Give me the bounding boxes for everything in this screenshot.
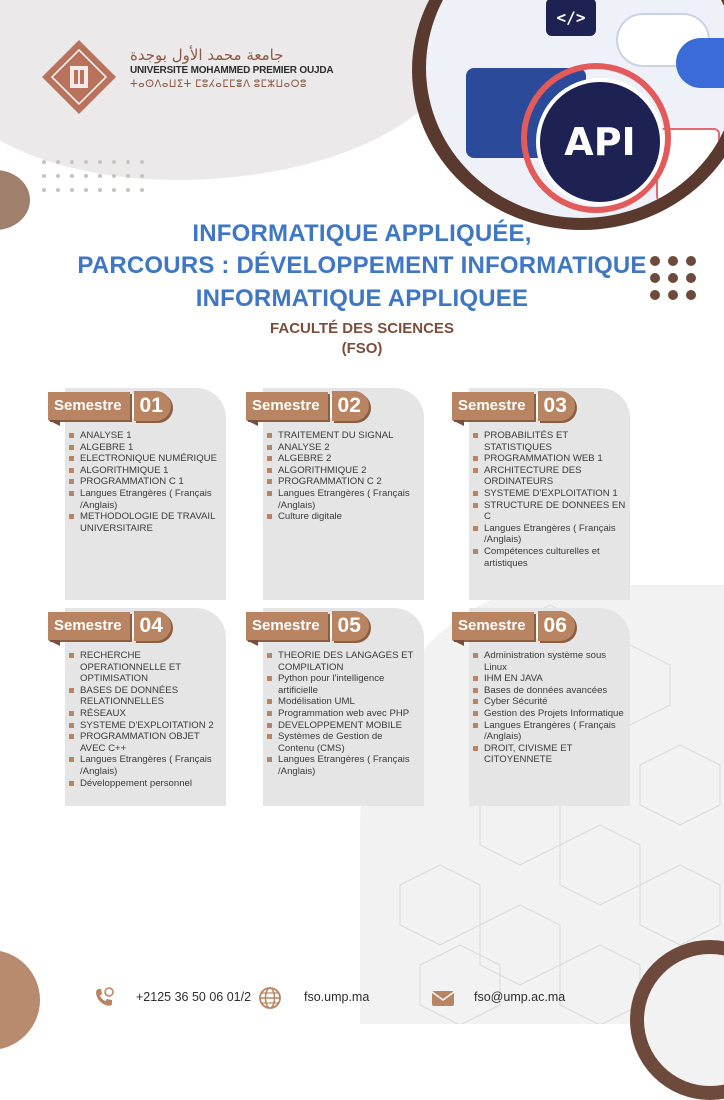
phone-number[interactable]: +2125 36 50 06 01/2 <box>136 990 252 1004</box>
program-title-line3: INFORMATIQUE APPLIQUEE <box>195 285 529 312</box>
course-list <box>68 650 223 789</box>
semester-header <box>246 610 369 642</box>
course-item: SYSTEME D'EXPLOITATION 2 <box>68 720 223 732</box>
course-item: Administration système sous Linux <box>472 650 627 673</box>
program-title-line2: PARCOURS : DÉVELOPPEMENT INFORMATIQUE <box>77 252 647 279</box>
course-item: Langues Etrangères ( Français /Anglais) <box>472 720 627 743</box>
course-item: PROGRAMMATION C 2 <box>266 476 421 488</box>
course-item: ALGORITHMIQUE 1 <box>68 465 223 477</box>
program-title-line1: INFORMATIQUE APPLIQUÉE, <box>192 220 532 247</box>
course-item: Bases de données avancées <box>472 685 627 697</box>
faculty-abbreviation: (FSO) <box>341 340 383 357</box>
semester-label: Semestre <box>48 612 130 640</box>
course-item: Cyber Sécurité <box>472 696 627 708</box>
phone-icon <box>92 986 116 1010</box>
university-logo <box>40 38 118 116</box>
cloud-icon-blue <box>676 38 724 88</box>
envelope-icon <box>430 986 456 1010</box>
semester-header <box>48 390 171 422</box>
decorative-circle-bottom-left <box>0 950 40 1050</box>
course-item: ALGEBRE 1 <box>68 442 223 454</box>
course-list <box>68 430 223 534</box>
course-item: Programmation web avec PHP <box>266 708 421 720</box>
semester-header <box>48 610 171 642</box>
course-item: STRUCTURE DE DONNEES EN C <box>472 500 627 523</box>
course-item: Compétences culturelles et artistiques <box>472 546 627 569</box>
course-item: Modélisation UML <box>266 696 421 708</box>
course-item: Culture digitale <box>266 511 421 523</box>
course-item: DROIT, CIVISME ET CITOYENNETE <box>472 743 627 766</box>
course-item: ANALYSE 1 <box>68 430 223 442</box>
globe-icon <box>258 986 282 1010</box>
course-item: SYSTEME D'EXPLOITATION 1 <box>472 488 627 500</box>
course-item: PROGRAMMATION OBJET AVEC C++ <box>68 731 223 754</box>
semester-number: 05 <box>332 611 369 641</box>
course-item: ANALYSE 2 <box>266 442 421 454</box>
university-name-arabic: جامعة محمد الأول بوجدة <box>130 46 284 64</box>
course-item: ELECTRONIQUE NUMÉRIQUE <box>68 453 223 465</box>
course-item: Langues Etrangères ( Français /Anglais) <box>68 754 223 777</box>
course-list <box>266 430 421 523</box>
course-item: Gestion des Projets Informatique <box>472 708 627 720</box>
course-item: DEVELOPPEMENT MOBILE <box>266 720 421 732</box>
dot-grid-left <box>42 160 144 192</box>
course-item: ALGORITHMIQUE 2 <box>266 465 421 477</box>
course-item: Systèmes de Gestion de Contenu (CMS) <box>266 731 421 754</box>
course-item: Langues Etrangères ( Français /Anglais) <box>266 754 421 777</box>
semester-label: Semestre <box>246 392 328 420</box>
api-illustration <box>412 0 724 230</box>
faculty-name: FACULTÉ DES SCIENCES <box>270 320 454 337</box>
course-list <box>472 650 627 766</box>
course-item: PROGRAMMATION WEB 1 <box>472 453 627 465</box>
semester-header <box>452 390 575 422</box>
course-item: IHM EN JAVA <box>472 673 627 685</box>
semester-number: 01 <box>134 391 171 421</box>
course-item: METHODOLOGIE DE TRAVAIL UNIVERSITAIRE <box>68 511 223 534</box>
semester-header <box>452 610 575 642</box>
course-item: Développement personnel <box>68 778 223 790</box>
course-item: Langues Etrangères ( Français /Anglais) <box>68 488 223 511</box>
course-item: THEORIE DES LANGAGES ET COMPILATION <box>266 650 421 673</box>
email-link[interactable]: fso@ump.ac.ma <box>474 990 566 1004</box>
semester-number: 04 <box>134 611 171 641</box>
course-item: ARCHITECTURE DES ORDINATEURS <box>472 465 627 488</box>
code-icon: </> <box>546 0 596 36</box>
semester-number: 03 <box>538 391 575 421</box>
course-item: PROGRAMMATION C 1 <box>68 476 223 488</box>
semester-number: 06 <box>538 611 575 641</box>
semester-label: Semestre <box>452 612 534 640</box>
api-badge: API <box>536 78 664 206</box>
semester-header <box>246 390 369 422</box>
course-item: RECHERCHE OPERATIONNELLE ET OPTIMISATION <box>68 650 223 685</box>
semester-number: 02 <box>332 391 369 421</box>
semester-label: Semestre <box>452 392 534 420</box>
course-item: Langues Etrangères ( Français /Anglais) <box>472 523 627 546</box>
course-list <box>472 430 627 569</box>
course-item: Python pour l'intelligence artificielle <box>266 673 421 696</box>
course-item: TRAITEMENT DU SIGNAL <box>266 430 421 442</box>
course-item: BASES DE DONNÉES RELATIONNELLES <box>68 685 223 708</box>
course-list <box>266 650 421 778</box>
semester-label: Semestre <box>48 392 130 420</box>
university-name-tifinagh: ⵜⴰⵙⴷⴰⵡⵉⵜ ⵎⵓⵃⴰⵎⵎⴻⴷ ⵓⵎⵣⵡⴰⵔⵓ <box>130 79 307 90</box>
website-link[interactable]: fso.ump.ma <box>304 990 370 1004</box>
course-item: Langues Etrangères ( Français /Anglais) <box>266 488 421 511</box>
course-item: ALGEBRE 2 <box>266 453 421 465</box>
semester-label: Semestre <box>246 612 328 640</box>
course-item: RÉSEAUX <box>68 708 223 720</box>
course-item: PROBABILITÉS ET STATISTIQUES <box>472 430 627 453</box>
university-name-french: UNIVERSITE MOHAMMED PREMIER OUJDA <box>130 65 334 76</box>
